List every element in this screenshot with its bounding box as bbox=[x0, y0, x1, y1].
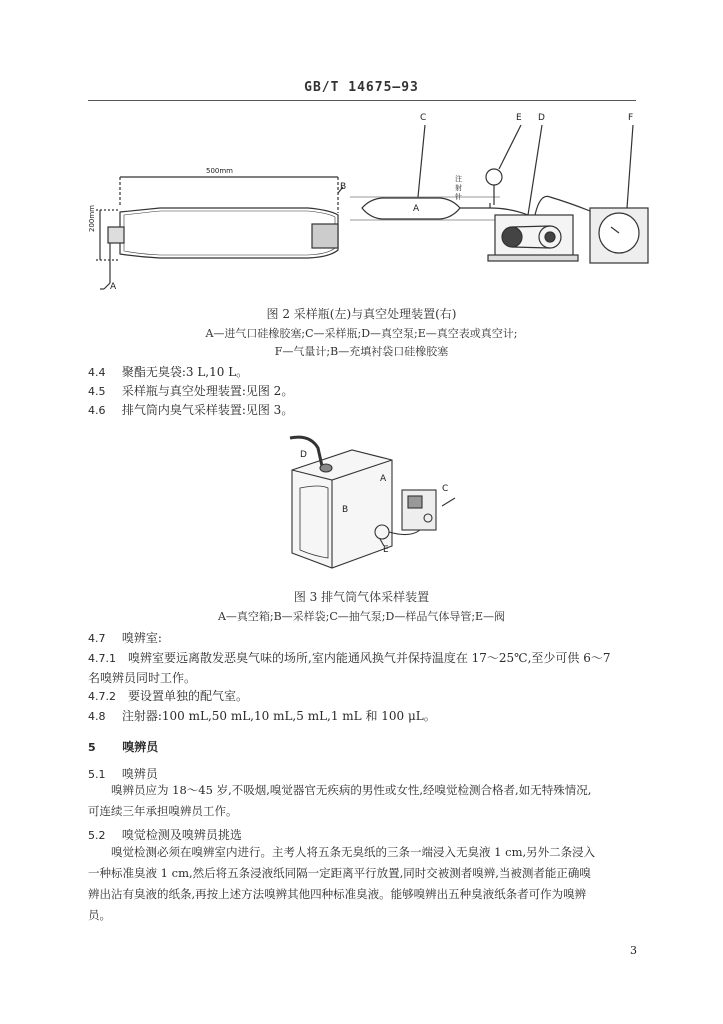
figure-3-label-c: C bbox=[442, 484, 449, 494]
section-5-2-paragraph bbox=[88, 842, 636, 926]
section-text: 嗅觉检测及嗅辨员挑选 bbox=[121, 828, 242, 842]
sampling-bottle-shape bbox=[120, 208, 338, 258]
section-4-7 bbox=[88, 629, 162, 646]
section-4-6 bbox=[88, 401, 293, 418]
section-4-4 bbox=[88, 363, 248, 380]
figure-2-legend-line-1: A—进气口硅橡胶塞;C—采样瓶;D—真空泵;E—真空表或真空计; bbox=[205, 327, 518, 340]
bag-stopper-shape bbox=[312, 224, 338, 248]
section-number: 4.7 bbox=[88, 632, 106, 645]
section-text: 聚酯无臭袋:3 L,10 L。 bbox=[121, 365, 249, 379]
section-4-5 bbox=[88, 382, 293, 399]
section-4-7-1 bbox=[88, 649, 611, 666]
figure-2-label-e: E bbox=[516, 113, 522, 123]
figure-2-dim-height: 200mm bbox=[88, 205, 96, 232]
flask-c-shape bbox=[362, 198, 460, 219]
vacuum-gauge-shape bbox=[486, 169, 502, 185]
section-text: 注射器:100 mL,50 mL,10 mL,5 mL,1 mL 和 100 μL。 bbox=[121, 709, 436, 723]
header-rule bbox=[88, 100, 636, 101]
section-text: 嗅辨员 bbox=[121, 767, 158, 781]
figure-2-dim-length: 500mm bbox=[206, 167, 233, 175]
section-4-7-2 bbox=[88, 687, 248, 704]
section-number: 4.5 bbox=[88, 385, 106, 398]
section-text: 要设置单独的配气室。 bbox=[128, 689, 249, 703]
section-5-1-paragraph bbox=[88, 780, 636, 822]
section-text: 嗅辨室: bbox=[121, 631, 162, 645]
figure-2-label-d: D bbox=[538, 113, 545, 123]
figure-3-legend: A—真空箱;B—采样袋;C—抽气泵;D—样品气体导管;E—阀 bbox=[217, 610, 506, 623]
inlet-stopper-shape bbox=[108, 227, 124, 243]
figure-3-label-e: E bbox=[383, 545, 389, 555]
section-text: 排气筒内臭气采样装置:见图 3。 bbox=[121, 403, 294, 417]
section-5-heading bbox=[88, 738, 158, 755]
section-number: 5.1 bbox=[88, 768, 106, 781]
section-4-8 bbox=[88, 707, 436, 724]
section-number: 4.8 bbox=[88, 710, 106, 723]
figure-3-label-b: B bbox=[342, 505, 349, 515]
figure-2-caption: 图 2 采样瓶(左)与真空处理装置(右) bbox=[266, 307, 457, 321]
paragraph-line: 辨出沾有臭液的纸条,再按上述方法嗅辨其他四种标准臭液。能够嗅辨出五种臭液纸条者可作为嗅辨 bbox=[88, 887, 587, 901]
figure-2-label-f: F bbox=[628, 113, 634, 123]
section-number: 4.7.1 bbox=[88, 652, 116, 665]
section-text: 采样瓶与真空处理装置:见图 2。 bbox=[121, 384, 294, 398]
page-number: 3 bbox=[630, 944, 637, 957]
section-number: 4.6 bbox=[88, 404, 106, 417]
figure-3-caption: 图 3 排气筒气体采样装置 bbox=[293, 590, 430, 604]
figure-2-label-b: B bbox=[340, 182, 347, 192]
paragraph-line: 员。 bbox=[88, 908, 111, 922]
paragraph-line: 嗅辨员应为 18～45 岁,不吸烟,嗅觉器官无疾病的男性或女性,经嗅觉检测合格者,如无特殊情况, bbox=[111, 783, 592, 797]
standard-code-header: GB/T 14675—93 bbox=[304, 80, 419, 95]
figure-3-label-d: D bbox=[300, 450, 307, 460]
paragraph-line: 嗅觉检测必须在嗅辨室内进行。主考人将五条无臭纸的三条一端浸入无臭液 1 cm,另外二条浸入 bbox=[111, 845, 596, 859]
section-title: 嗅辨员 bbox=[122, 740, 159, 754]
figure-3-label-a: A bbox=[380, 474, 387, 484]
section-number: 4.7.2 bbox=[88, 690, 116, 703]
paragraph-line: 可连续三年承担嗅辨员工作。 bbox=[88, 804, 238, 818]
figure-2-diagram bbox=[80, 105, 660, 305]
section-number: 4.4 bbox=[88, 366, 106, 379]
section-number: 5.2 bbox=[88, 829, 106, 842]
section-text: 嗅辨室要远离散发恶臭气味的场所,室内能通风换气并保持温度在 17～25℃,至少可供 6～7 bbox=[128, 651, 611, 665]
figure-2-label-a-bottle: A bbox=[413, 204, 420, 214]
section-5-2 bbox=[88, 826, 242, 843]
figure-3-diagram bbox=[280, 428, 460, 578]
figure-2-label-c: C bbox=[420, 113, 427, 123]
section-number: 5 bbox=[88, 741, 96, 754]
figure-2-label-a-inlet: A bbox=[110, 282, 117, 292]
figure-2-syringe-label: 注射针 bbox=[455, 175, 462, 201]
figure-2-legend-line-2: F—气量计;B—充填衬袋口硅橡胶塞 bbox=[274, 345, 449, 358]
paragraph-line: 一种标准臭液 1 cm,然后将五条浸液纸同隔一定距离平行放置,同时交被测者嗅辨,当被测者能正确嗅 bbox=[88, 866, 591, 880]
section-4-7-1-continued: 名嗅辨员同时工作。 bbox=[88, 671, 197, 685]
